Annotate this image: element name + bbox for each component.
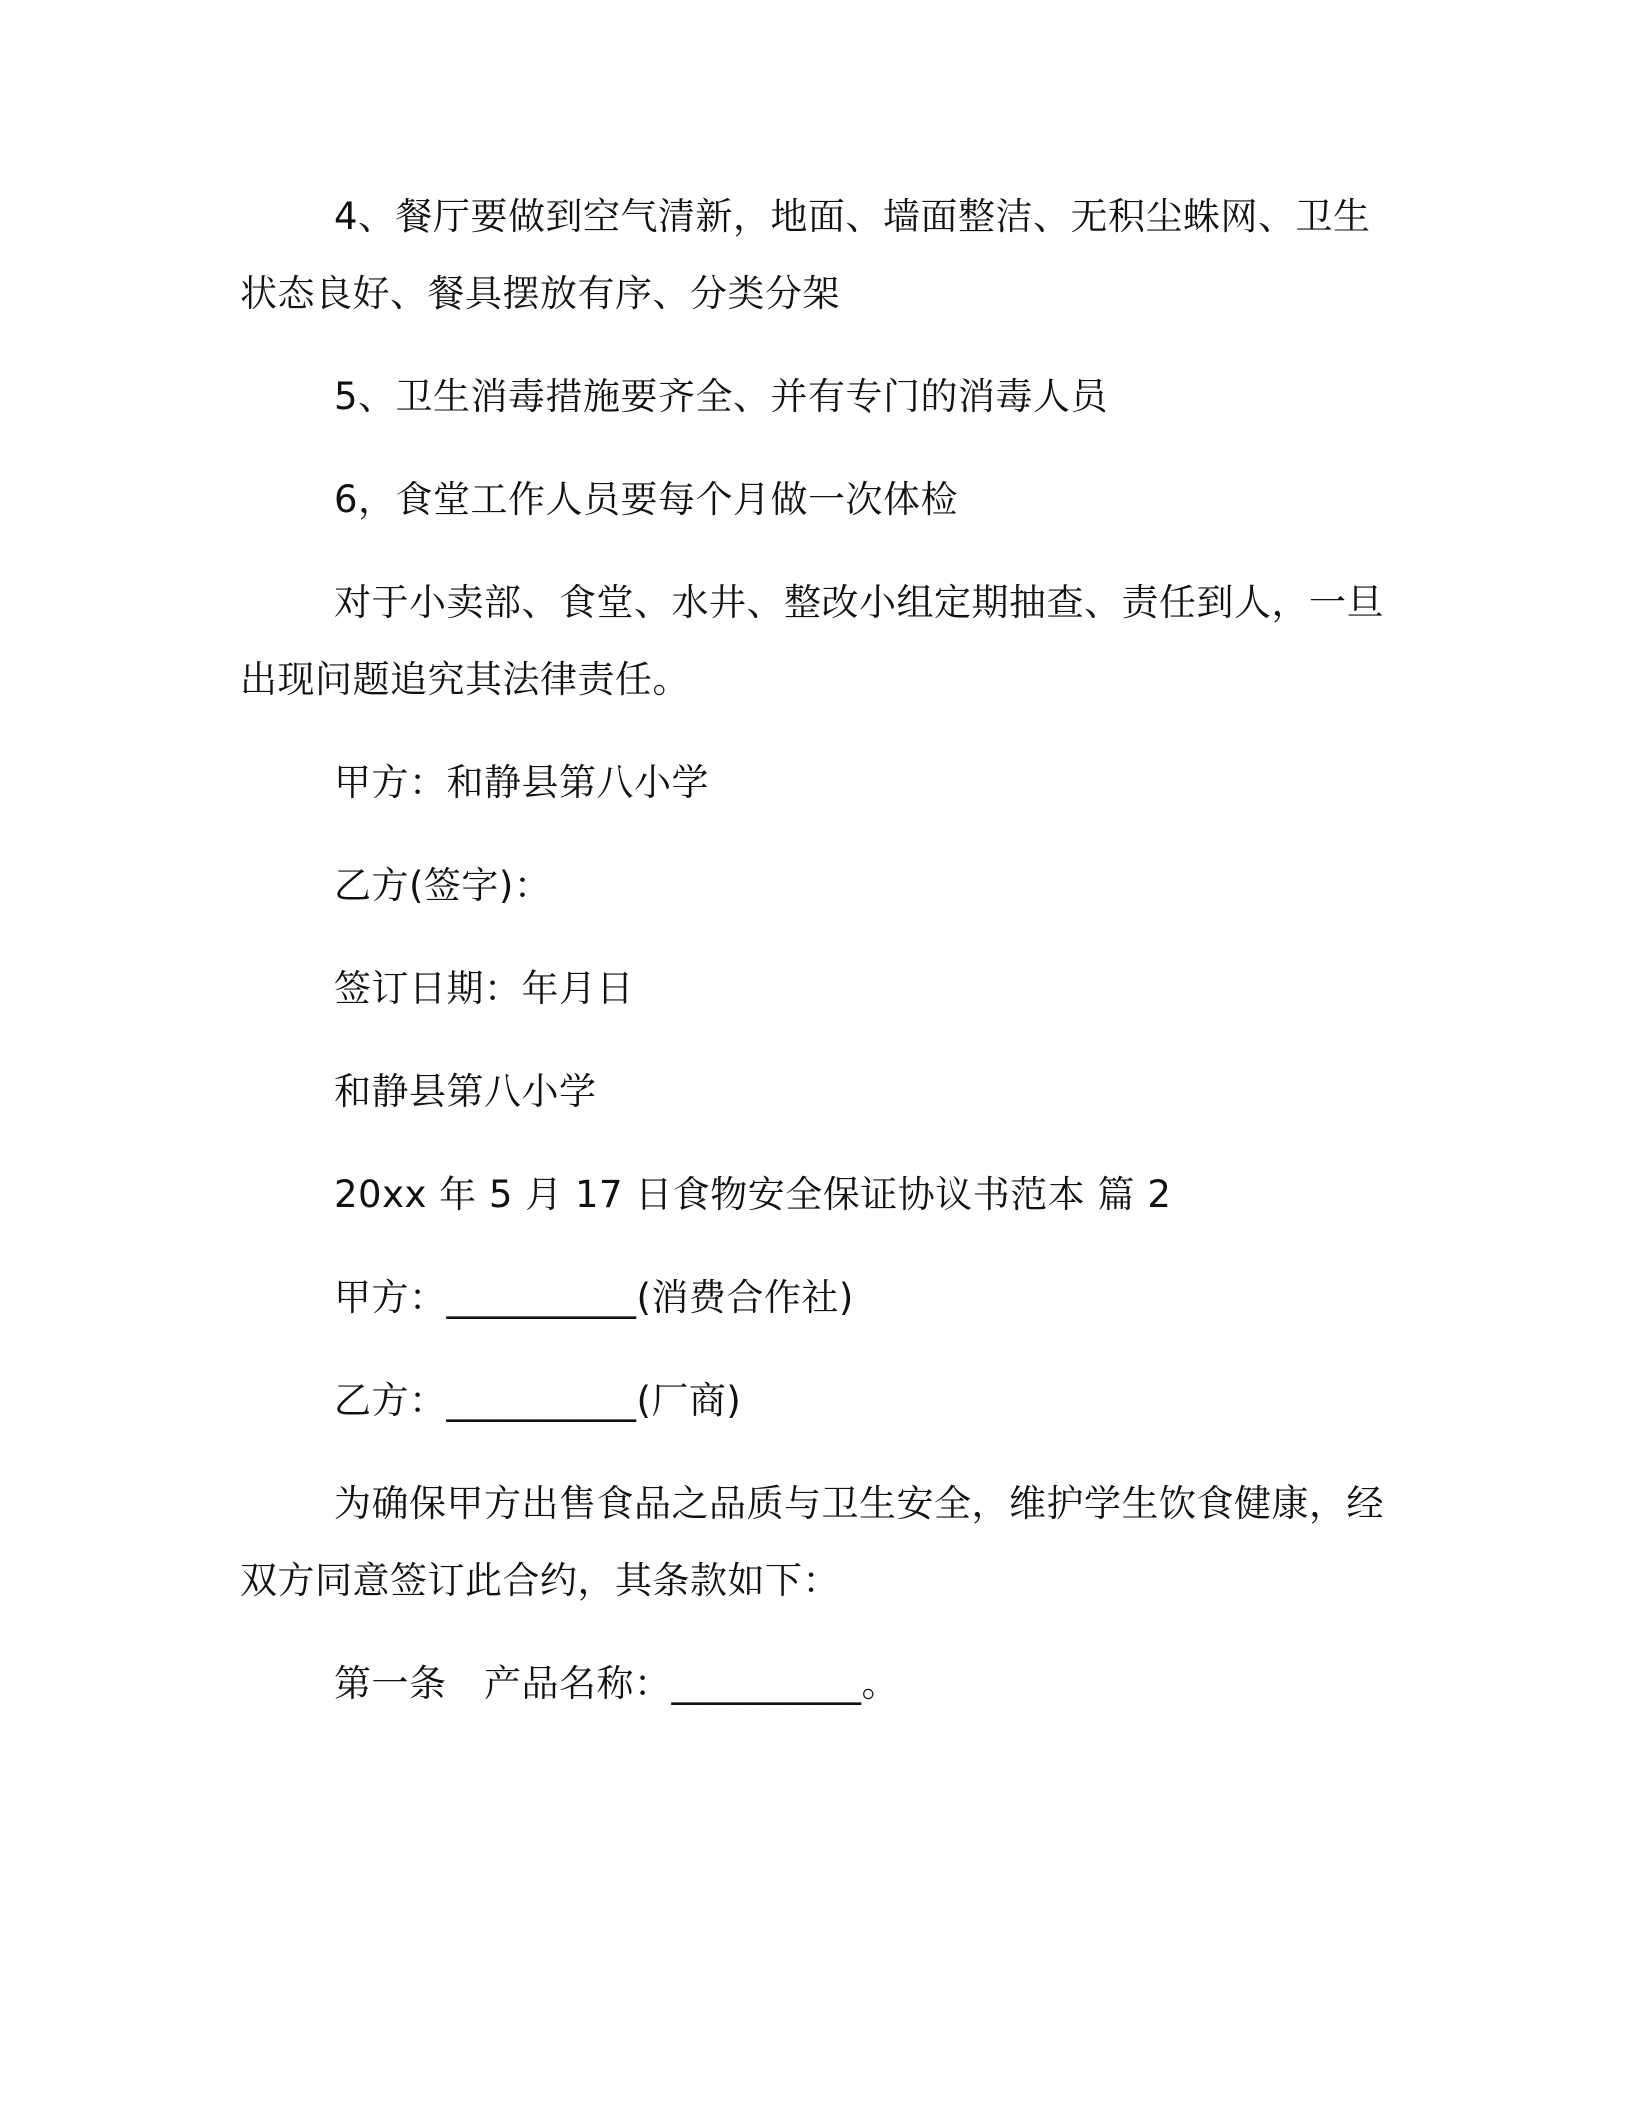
paragraph-line: 双方同意签订此合约，其条款如下： <box>240 1559 840 1602</box>
paragraph-item-5: 5、卫生消毒措施要齐全、并有专门的消毒人员 <box>334 375 1109 418</box>
paragraph-line: 状态良好、餐具摆放有序、分类分架 <box>240 272 840 315</box>
party-a-blank-line: 甲方：__________(消费合作社) <box>334 1276 854 1319</box>
school-name-line: 和静县第八小学 <box>334 1070 597 1113</box>
paragraph-line: 为确保甲方出售食品之品质与卫生安全，维护学生饮食健康，经 <box>334 1482 1384 1525</box>
paragraph-responsibility <box>240 564 1384 718</box>
section-heading: 20xx 年 5 月 17 日食物安全保证协议书范本 篇 2 <box>334 1173 1172 1216</box>
signing-date-line: 签订日期：年月日 <box>334 967 634 1010</box>
paragraph-item-6: 6，食堂工作人员要每个月做一次体检 <box>334 478 959 521</box>
party-b-blank-line: 乙方：__________(厂商) <box>334 1379 742 1422</box>
party-b-signature-line: 乙方(签字)： <box>334 864 552 907</box>
paragraph-line: 对于小卖部、食堂、水井、整改小组定期抽查、责任到人，一旦 <box>334 581 1384 624</box>
paragraph-line: 出现问题追究其法律责任。 <box>240 658 690 701</box>
party-a-line: 甲方：和静县第八小学 <box>334 761 709 804</box>
article-one-line: 第一条 产品名称：__________。 <box>334 1662 899 1705</box>
paragraph-purpose <box>240 1465 1384 1619</box>
paragraph-line: 4、餐厅要做到空气清新，地面、墙面整洁、无积尘蛛网、卫生 <box>334 195 1371 238</box>
paragraph-item-4 <box>240 178 1380 332</box>
